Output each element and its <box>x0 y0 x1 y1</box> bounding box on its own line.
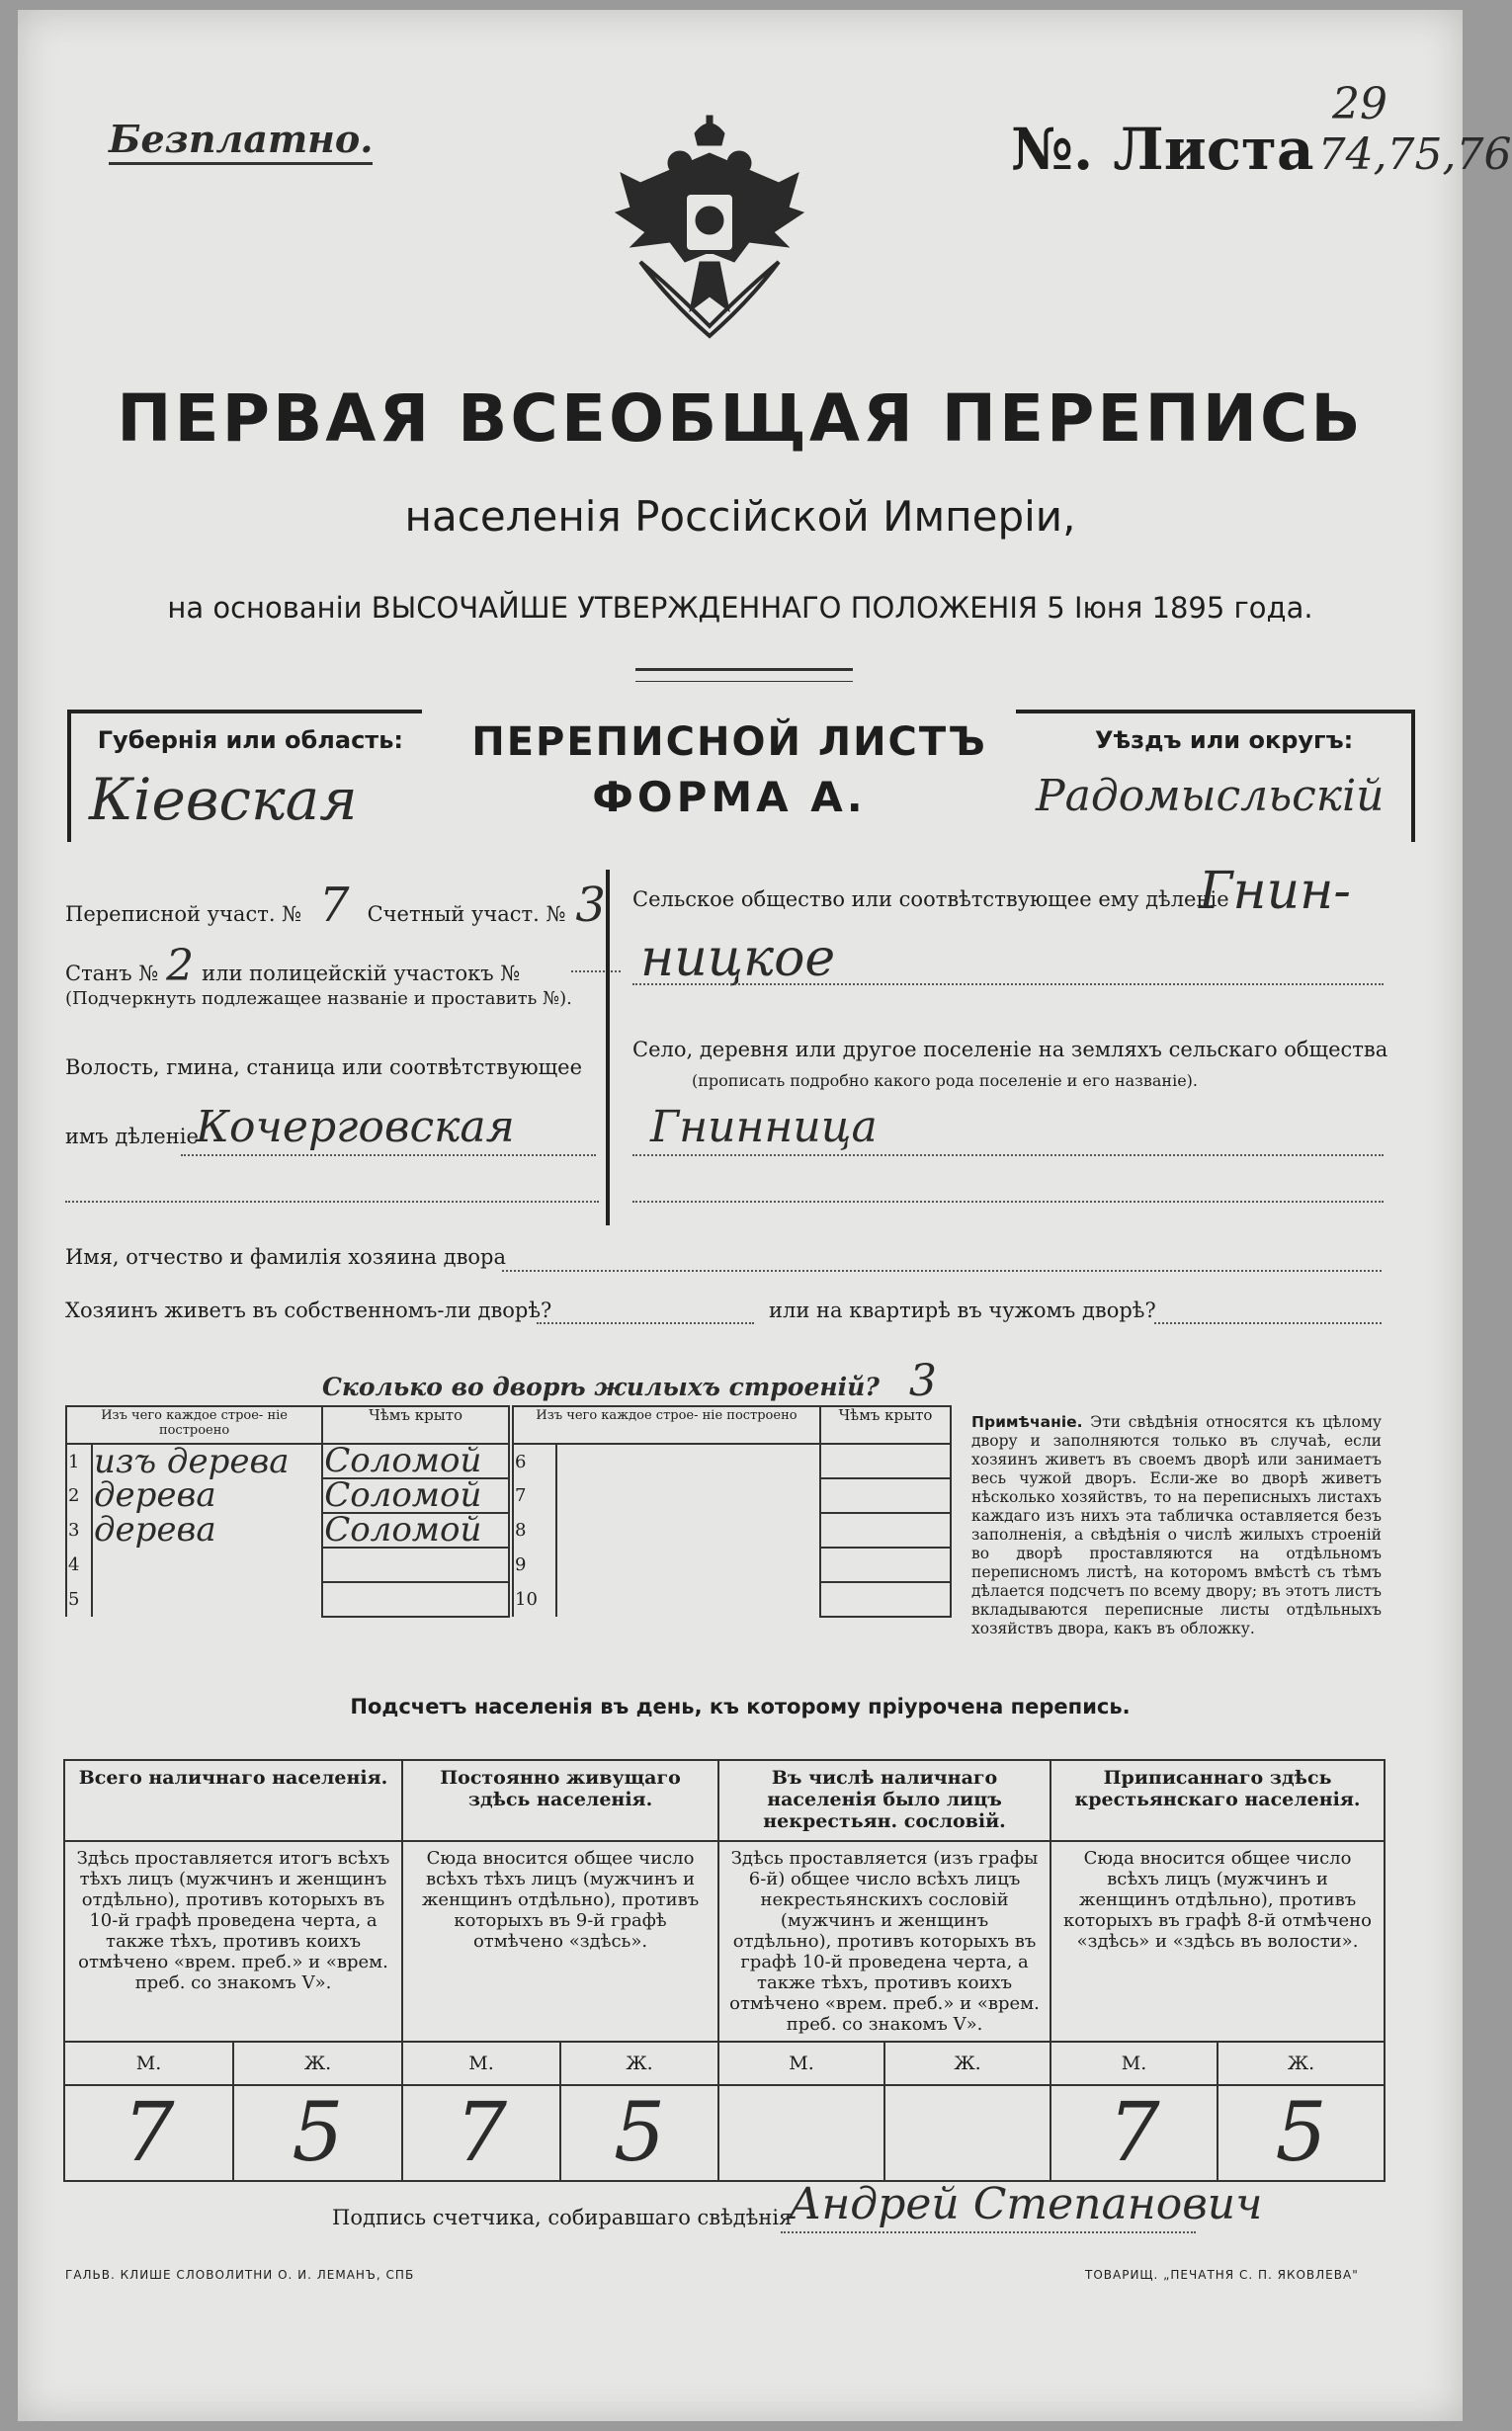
owner-name-label: Имя, отчество и фамилія хозяина двора <box>65 1245 507 1269</box>
roof-cell: Соломой <box>322 1513 509 1548</box>
buildings-count-label: Сколько во дворѣ жилыхъ строеній? <box>322 1373 880 1401</box>
material-cell <box>556 1478 820 1513</box>
population-title: Подсчетъ населенія въ день, къ которому пріурочена перепись. <box>350 1695 1131 1718</box>
material-header: Изъ чего каждое строе- ніе построено <box>513 1406 820 1444</box>
building-row <box>513 1548 951 1582</box>
roof-header: Чѣмъ крыто <box>820 1406 951 1444</box>
buildings-table-left <box>65 1405 510 1618</box>
male-count: 7 <box>64 2085 233 2181</box>
population-table <box>63 1759 1386 2182</box>
roof-cell <box>820 1478 951 1513</box>
roof-cell <box>322 1548 509 1582</box>
basis-line: на основаніи ВЫСОЧАЙШЕ УТВЕРЖДЕННАГО ПОЛОЖЕНІЯ 5 Іюня 1895 года. <box>167 591 1313 625</box>
sheet-number-corner: 29 <box>1332 79 1387 129</box>
roof-cell <box>820 1582 951 1617</box>
material-cell: дерева <box>92 1513 322 1548</box>
material-cell <box>92 1548 322 1582</box>
signature-label: Подпись счетчика, собиравшаго свѣдѣнія <box>332 2206 793 2229</box>
male-count: 7 <box>1050 2085 1218 2181</box>
female-label: Ж. <box>884 2042 1050 2085</box>
row-number: 2 <box>66 1478 92 1513</box>
building-row <box>513 1582 951 1617</box>
owner-name-line <box>502 1270 1382 1272</box>
village-line <box>632 1154 1384 1156</box>
row-number: 5 <box>66 1582 92 1617</box>
male-label: М. <box>402 2042 560 2085</box>
volost-label-2: имъ дѣленіе <box>65 1125 199 1148</box>
buildings-count-row <box>322 1356 937 1406</box>
form-label: ФОРМА А. <box>592 773 867 821</box>
note-title: Примѣчаніе. <box>971 1413 1083 1431</box>
stan-row <box>65 941 520 991</box>
society-value-2: ницкое <box>640 929 836 988</box>
row-number: 9 <box>513 1548 556 1582</box>
roof-cell <box>820 1548 951 1582</box>
male-label: М. <box>718 2042 884 2085</box>
sheet-number-label: №. Листа <box>1011 116 1314 183</box>
building-row <box>66 1444 509 1478</box>
material-cell <box>92 1582 322 1617</box>
male-count: 7 <box>402 2085 560 2181</box>
census-area-row <box>65 878 616 933</box>
roof-cell <box>820 1444 951 1478</box>
village-note: (прописать подробно какого рода поселеніе и его названіе). <box>692 1071 1198 1090</box>
district-label: Уѣздъ или округъ: <box>1095 726 1354 754</box>
roof-cell <box>322 1582 509 1617</box>
male-label: М. <box>1050 2042 1218 2085</box>
district-value: Радомысльскій <box>1036 771 1385 821</box>
count-area-value: 3 <box>575 878 606 933</box>
printer-left: ГАЛЬВ. КЛИШЕ СЛОВОЛИТНИ О. И. ЛЕМАНЪ, СПБ <box>65 2268 415 2282</box>
society-line <box>632 983 1384 985</box>
material-header: Изъ чего каждое строе- ніе построено <box>66 1406 322 1444</box>
buildings-count-value: 3 <box>908 1356 937 1406</box>
volost-value: Кочерговская <box>196 1102 515 1152</box>
volost-line <box>181 1154 596 1156</box>
rented-line <box>1154 1322 1382 1324</box>
population-header: Постоянно живущаго здѣсь населенія. <box>402 1760 718 1841</box>
material-cell <box>556 1548 820 1582</box>
material-cell: изъ дерева <box>92 1444 322 1478</box>
sheet-number-value: 74,75,76 <box>1317 129 1512 180</box>
population-desc: Здѣсь проставляется итогъ всѣхъ тѣхъ лицъ (мужчинъ и женщинъ отдѣльно), противъ которыхъ въ 10-й графѣ проведена черта, а также тѣхъ, противъ коихъ отмѣчено «врем. преб.» и «врем. преб. со знакомъ V». <box>64 1841 402 2042</box>
roof-cell: Соломой <box>322 1444 509 1478</box>
building-row <box>66 1582 509 1617</box>
village-label: Село, деревня или другое поселеніе на земляхъ сельскаго общества <box>632 1038 1388 1061</box>
note-text: Эти свѣдѣнія относятся къ цѣлому двору и заполняются только въ случаѣ, если хозяинъ живетъ въ своемъ дворѣ или занимаетъ весь чужой дворъ. Если-же во дворѣ живетъ нѣсколько хозяйствъ, то на переписныхъ листахъ каждаго изъ нихъ эта табличка оставляется безъ заполненія, а свѣдѣнія о числѣ жилыхъ строеній во дворѣ проставляются на отдѣльномъ переписномъ листѣ, на которомъ вмѣстѣ съ тѣмъ дѣлается подсчетъ по всему двору; въ этотъ листъ вкладываются переписные листы отдѣльныхъ хозяйствъ двора, какъ въ обложку. <box>971 1413 1382 1637</box>
row-number: 4 <box>66 1548 92 1582</box>
female-count: 5 <box>1218 2085 1385 2181</box>
population-header: Всего наличнаго населенія. <box>64 1760 402 1841</box>
male-count <box>718 2085 884 2181</box>
female-label: Ж. <box>233 2042 402 2085</box>
male-label: М. <box>64 2042 233 2085</box>
female-count: 5 <box>233 2085 402 2181</box>
female-label: Ж. <box>1218 2042 1385 2085</box>
own-yard-line <box>537 1322 754 1324</box>
roof-header: Чѣмъ крыто <box>322 1406 509 1444</box>
population-desc: Сюда вносится общее число всѣхъ тѣхъ лицъ (мужчинъ и женщинъ отдѣльно), противъ которыхъ въ 9-й графѣ отмѣчено «здѣсь». <box>402 1841 718 2042</box>
material-cell <box>556 1513 820 1548</box>
province-label: Губернія или область: <box>97 726 403 754</box>
population-header: Въ числѣ наличнаго населенія было лицъ некрестьян. сословій. <box>718 1760 1050 1841</box>
material-cell <box>556 1444 820 1478</box>
census-area-label: Переписной участ. № <box>65 902 302 926</box>
female-label: Ж. <box>560 2042 718 2085</box>
census-sheet <box>18 10 1512 2421</box>
building-row <box>66 1548 509 1582</box>
main-title: ПЕРВАЯ ВСЕОБЩАЯ ПЕРЕПИСЬ <box>117 380 1364 457</box>
column-divider <box>606 870 610 1225</box>
roof-cell: Соломой <box>322 1478 509 1513</box>
village-value: Гнинница <box>650 1102 878 1152</box>
volost-label-1: Волость, гмина, станица или соотвѣтствующее <box>65 1055 583 1079</box>
building-row <box>513 1478 951 1513</box>
population-desc: Сюда вносится общее число всѣхъ лицъ (мужчинъ и женщинъ отдѣльно), противъ которыхъ въ графѣ 8-й отмѣчено «здѣсь» и «здѣсь въ волости». <box>1050 1841 1385 2042</box>
buildings-note <box>971 1413 1382 1638</box>
sheet-title: ПЕРЕПИСНОЙ ЛИСТЪ <box>471 719 987 765</box>
police-label: или полицейскій участокъ № <box>202 962 521 985</box>
material-cell <box>556 1582 820 1617</box>
own-yard-label: Хозяинъ живетъ въ собственномъ-ли дворѣ? <box>65 1299 552 1322</box>
stan-value: 2 <box>166 941 195 991</box>
imperial-eagle-icon <box>611 114 808 341</box>
stan-label: Станъ № <box>65 962 159 985</box>
roof-cell <box>820 1513 951 1548</box>
row-number: 3 <box>66 1513 92 1548</box>
count-area-label: Счетный участ. № <box>367 902 566 926</box>
female-count <box>884 2085 1050 2181</box>
society-label: Сельское общество или соотвѣтствующее ему дѣленіе <box>632 887 1229 911</box>
sheet-number <box>1011 117 1512 188</box>
row-number: 7 <box>513 1478 556 1513</box>
building-row <box>66 1478 509 1513</box>
building-row <box>66 1513 509 1548</box>
female-count: 5 <box>560 2085 718 2181</box>
underline-note: (Подчеркнуть подлежащее названіе и проставить №). <box>65 988 572 1009</box>
ornament-divider <box>635 668 853 682</box>
signature-line <box>781 2231 1196 2233</box>
row-number: 8 <box>513 1513 556 1548</box>
rented-label: или на квартирѣ въ чужомъ дворѣ? <box>769 1299 1156 1322</box>
society-value-1: Гнин- <box>1199 862 1351 921</box>
province-value: Кіевская <box>89 766 358 833</box>
volost-line-2 <box>65 1201 599 1203</box>
buildings-table-right <box>512 1405 952 1618</box>
building-row <box>513 1513 951 1548</box>
free-label: Безплатно. <box>109 117 373 165</box>
village-line-2 <box>632 1201 1384 1203</box>
row-number: 1 <box>66 1444 92 1478</box>
printer-right: ТОВАРИЩ. „ПЕЧАТНЯ С. П. ЯКОВЛЕВА" <box>1085 2268 1359 2282</box>
row-number: 6 <box>513 1444 556 1478</box>
material-cell: дерева <box>92 1478 322 1513</box>
census-area-value: 7 <box>319 878 350 933</box>
population-header: Приписаннаго здѣсь крестьянскаго населенія. <box>1050 1760 1385 1841</box>
signature-value: Андрей Степанович <box>789 2179 1263 2229</box>
subtitle: населенія Россійской Имперіи, <box>404 492 1076 541</box>
police-area-line <box>571 970 621 972</box>
building-row <box>513 1444 951 1478</box>
row-number: 10 <box>513 1582 556 1617</box>
population-desc: Здѣсь проставляется (изъ графы 6-й) общее число всѣхъ лицъ некрестьянскихъ сословій (мужчинъ и женщинъ отдѣльно), противъ которыхъ въ графѣ 10-й проведена черта, а также тѣхъ, противъ коихъ отмѣчено «врем. преб.» и «врем. преб. со знакомъ V». <box>718 1841 1050 2042</box>
